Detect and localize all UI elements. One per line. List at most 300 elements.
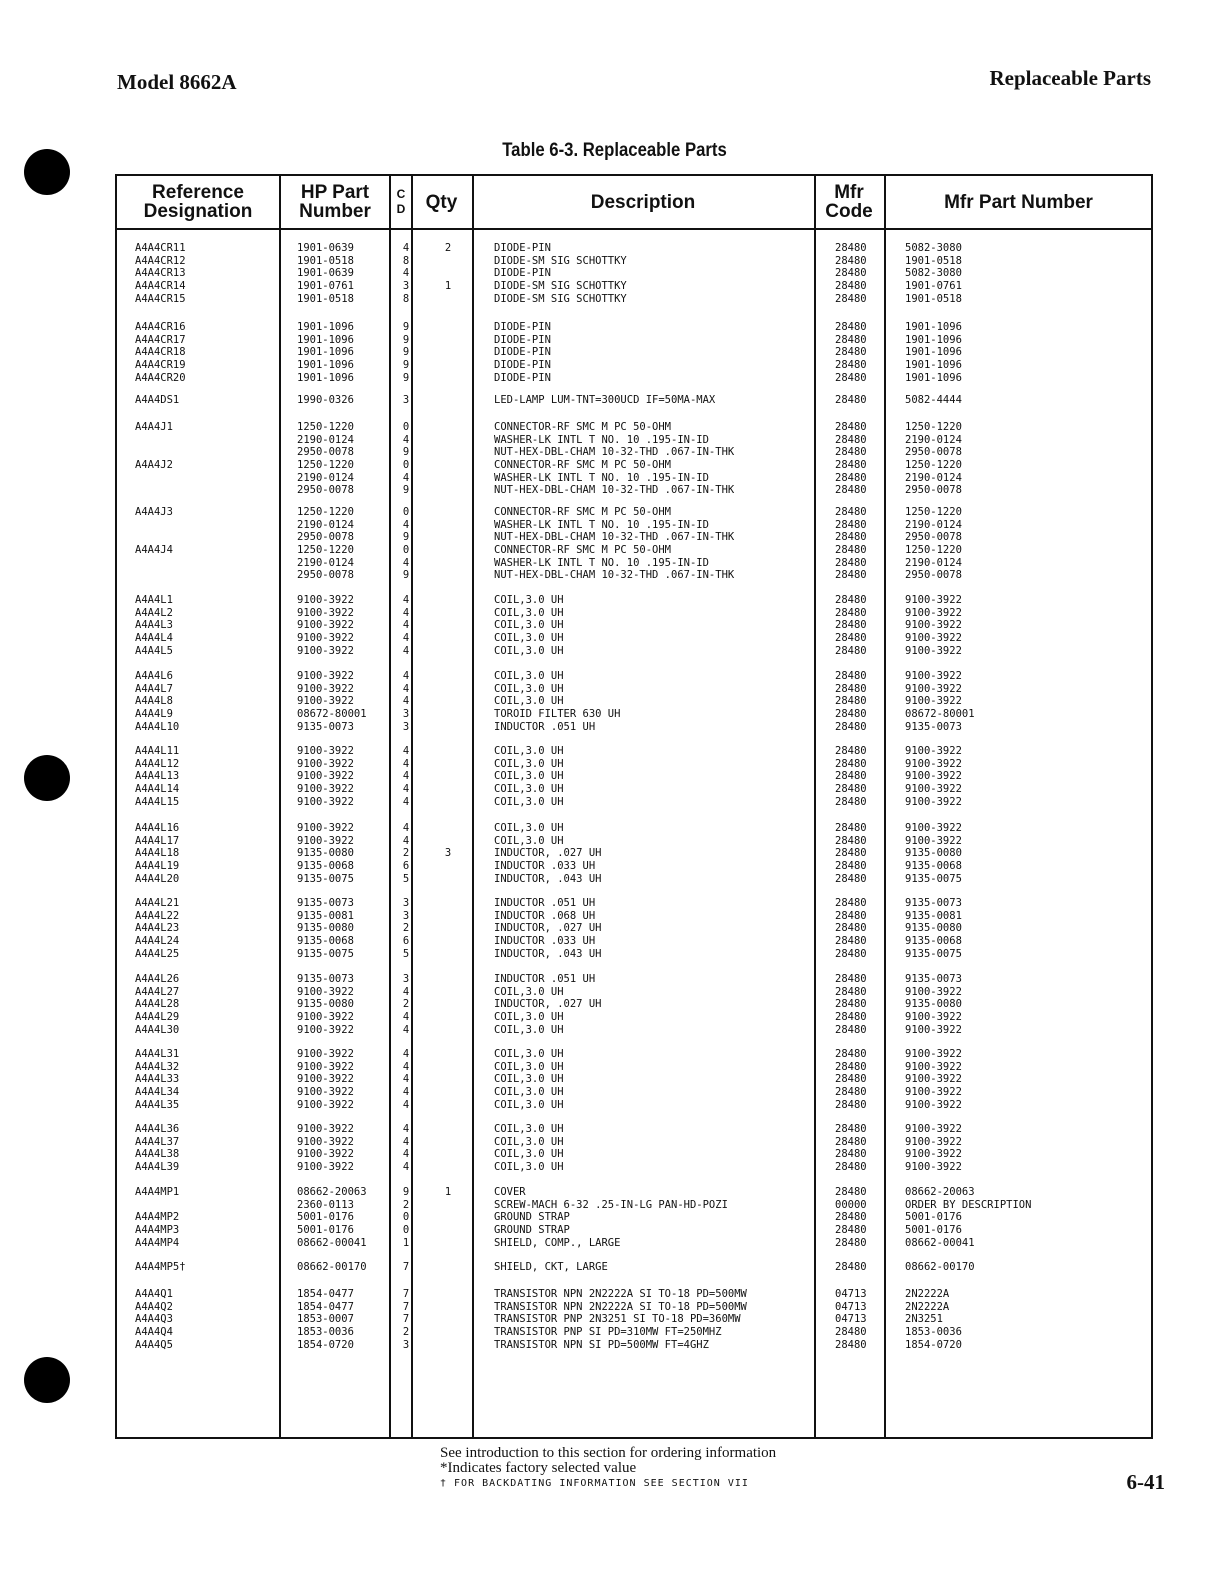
cell-desc: CONNECTOR-RF SMC M PC 50-OHM [494, 421, 672, 433]
cell-desc: GROUND STRAP [494, 1224, 570, 1237]
cell-code: 28480 [835, 394, 867, 406]
cell-code: 28480 [835, 1011, 867, 1024]
cell-hp: 1901-1096 [297, 333, 354, 346]
table-row [117, 1148, 1151, 1161]
cell-cd: 3 [402, 394, 410, 406]
cell-hp: 08662-20063 [297, 1186, 367, 1198]
table-title: Table 6-3. Replaceable Parts [502, 140, 727, 161]
cell-ref: A4A4CR18 [135, 346, 186, 359]
table-row [117, 1136, 1151, 1149]
cell-hp: 9100-3922 [297, 985, 354, 998]
cell-desc: COIL,3.0 UH [494, 1060, 564, 1073]
cell-mfr: 9135-0080 [905, 998, 962, 1011]
cell-cd: 4 [402, 1123, 410, 1135]
cell-hp: 2950-0078 [297, 531, 354, 544]
cell-desc: COIL,3.0 UH [494, 757, 564, 770]
cell-hp: 1250-1220 [297, 421, 354, 433]
cell-desc: COIL,3.0 UH [494, 795, 564, 808]
cell-cd: 0 [402, 1224, 410, 1237]
cell-mfr: 5082-3080 [905, 267, 962, 280]
cell-ref: A4A4L27 [135, 985, 180, 998]
cell-hp: 9100-3922 [297, 757, 354, 770]
table-row [117, 922, 1151, 935]
cell-mfr: 08662-20063 [905, 1186, 975, 1198]
cell-mfr: 2950-0078 [905, 569, 962, 582]
cell-mfr: 9100-3922 [905, 1048, 962, 1060]
table-row [117, 459, 1151, 472]
cell-mfr: 1250-1220 [905, 544, 962, 557]
col-header-reference: Reference Designation [143, 182, 253, 222]
cell-hp: 9135-0068 [297, 935, 354, 948]
cell-hp: 9135-0080 [297, 922, 354, 935]
cell-hp: 9135-0073 [297, 720, 354, 733]
cell-code: 28480 [835, 897, 867, 909]
cell-code: 28480 [835, 745, 867, 757]
cell-cd: 9 [402, 321, 410, 333]
cell-ref: A4A4CR17 [135, 333, 186, 346]
cell-mfr: 08662-00170 [905, 1261, 975, 1273]
binder-hole-bottom [24, 1357, 70, 1403]
cell-mfr: 9135-0075 [905, 872, 962, 885]
cell-mfr: 9100-3922 [905, 1023, 962, 1036]
table-row [117, 1061, 1151, 1074]
cell-mfr: 1901-1096 [905, 371, 962, 384]
cell-mfr: 2N2222A [905, 1288, 950, 1300]
cell-desc: WASHER-LK INTL T NO. 10 .195-IN-ID [494, 518, 709, 531]
cell-ref: A4A4L24 [135, 935, 180, 948]
cell-code: 28480 [835, 556, 867, 569]
cell-hp: 5001-0176 [297, 1211, 354, 1224]
table-row [117, 1024, 1151, 1037]
cell-cd: 4 [402, 670, 410, 682]
cell-cd: 4 [402, 1060, 410, 1073]
cell-desc: NUT-HEX-DBL-CHAM 10-32-THD .067-IN-THK [494, 569, 735, 582]
cell-code: 28480 [835, 1073, 867, 1086]
cell-mfr: 9135-0073 [905, 973, 962, 985]
cell-code: 28480 [835, 670, 867, 682]
cell-code: 04713 [835, 1288, 867, 1300]
cell-code: 28480 [835, 359, 867, 372]
cell-mfr: 1853-0036 [905, 1326, 962, 1339]
cell-ref: A4A4Q4 [135, 1326, 173, 1339]
cell-ref: A4A4L4 [135, 632, 173, 645]
cell-hp: 1901-1096 [297, 321, 354, 333]
cell-mfr: 9135-0073 [905, 720, 962, 733]
col-header-mfr-part: Mfr Part Number [944, 191, 1093, 213]
table-row [117, 708, 1151, 721]
cell-cd: 4 [402, 682, 410, 695]
table-row [117, 1073, 1151, 1086]
cell-mfr: 9100-3922 [905, 594, 962, 606]
cell-mfr: 2190-0124 [905, 433, 962, 446]
table-row [117, 1123, 1151, 1136]
cell-cd: 2 [402, 998, 410, 1011]
cell-ref: A4A4L33 [135, 1073, 180, 1086]
cell-cd: 9 [402, 531, 410, 544]
col-header-cd: C D [396, 187, 406, 216]
cell-mfr: 9135-0075 [905, 947, 962, 960]
cell-hp: 2190-0124 [297, 518, 354, 531]
cell-mfr: 9100-3922 [905, 1086, 962, 1099]
cell-hp: 1854-0477 [297, 1300, 354, 1313]
cell-hp: 9100-3922 [297, 1048, 354, 1060]
cell-hp: 9100-3922 [297, 670, 354, 682]
col-header-qty: Qty [425, 191, 458, 213]
cell-hp: 2950-0078 [297, 569, 354, 582]
cell-mfr: 9100-3922 [905, 795, 962, 808]
cell-desc: DIODE-PIN [494, 359, 551, 372]
table-row [117, 506, 1151, 519]
cell-ref: A4A4MP2 [135, 1211, 180, 1224]
cell-desc: COIL,3.0 UH [494, 682, 564, 695]
cell-mfr: 9100-3922 [905, 606, 962, 619]
cell-mfr: 5001-0176 [905, 1211, 962, 1224]
cell-ref: A4A4MP5† [135, 1261, 186, 1273]
table-row [117, 607, 1151, 620]
cell-mfr: 9100-3922 [905, 822, 962, 834]
table-row [117, 1237, 1151, 1250]
cell-cd: 4 [402, 606, 410, 619]
cell-code: 28480 [835, 619, 867, 632]
cell-desc: INDUCTOR .068 UH [494, 909, 596, 922]
cell-desc: COIL,3.0 UH [494, 644, 564, 657]
cell-code: 28480 [835, 847, 867, 860]
cell-hp: 9100-3922 [297, 1011, 354, 1024]
cell-desc: NUT-HEX-DBL-CHAM 10-32-THD .067-IN-THK [494, 531, 735, 544]
cell-code: 28480 [835, 1236, 867, 1249]
cell-desc: DIODE-SM SIG SCHOTTKY [494, 280, 627, 293]
table-row [117, 910, 1151, 923]
cell-mfr: 9100-3922 [905, 632, 962, 645]
cell-desc: COIL,3.0 UH [494, 594, 564, 606]
row-group [117, 242, 1151, 305]
footer-notes [440, 1446, 776, 1491]
cell-ref: A4A4CR19 [135, 359, 186, 372]
cell-hp: 2190-0124 [297, 471, 354, 484]
cell-code: 28480 [835, 346, 867, 359]
table-row [117, 544, 1151, 557]
cell-desc: COIL,3.0 UH [494, 834, 564, 847]
table-row [117, 293, 1151, 306]
row-group [117, 897, 1151, 960]
cell-desc: LED-LAMP LUM-TNT=300UCD IF=50MA-MAX [494, 394, 716, 406]
cell-ref: A4A4Q1 [135, 1288, 173, 1300]
cell-cd: 9 [402, 569, 410, 582]
cell-desc: COIL,3.0 UH [494, 822, 564, 834]
table-row [117, 372, 1151, 385]
cell-code: 28480 [835, 544, 867, 557]
cell-hp: 08662-00170 [297, 1261, 367, 1273]
cell-desc: INDUCTOR, .027 UH [494, 922, 602, 935]
cell-ref: A4A4L34 [135, 1086, 180, 1099]
cell-mfr: 1901-1096 [905, 321, 962, 333]
table-row [117, 519, 1151, 532]
table-row [117, 594, 1151, 607]
cell-ref: A4A4MP1 [135, 1186, 180, 1198]
cell-desc: COIL,3.0 UH [494, 695, 564, 708]
cell-cd: 5 [402, 947, 410, 960]
cell-code: 28480 [835, 1161, 867, 1174]
cell-hp: 9100-3922 [297, 682, 354, 695]
table-row [117, 683, 1151, 696]
cell-desc: INDUCTOR, .043 UH [494, 947, 602, 960]
table-row [117, 948, 1151, 961]
cell-code: 28480 [835, 1224, 867, 1237]
cell-hp: 9135-0075 [297, 947, 354, 960]
table-row [117, 1211, 1151, 1224]
footer-backdating-note: † FOR BACKDATING INFORMATION SEE SECTION VII [440, 1478, 749, 1489]
cell-ref: A4A4L16 [135, 822, 180, 834]
cell-hp: 9100-3922 [297, 795, 354, 808]
col-header-description: Description [590, 191, 696, 213]
cell-ref: A4A4L35 [135, 1098, 180, 1111]
cell-hp: 9100-3922 [297, 1073, 354, 1086]
cell-mfr: 1250-1220 [905, 506, 962, 518]
cell-code: 28480 [835, 459, 867, 472]
table-row [117, 897, 1151, 910]
table-row [117, 484, 1151, 497]
cell-hp: 9100-3922 [297, 1098, 354, 1111]
cell-qty: 1 [444, 280, 452, 293]
table-row [117, 770, 1151, 783]
cell-hp: 9100-3922 [297, 834, 354, 847]
cell-qty: 3 [444, 847, 452, 860]
row-group [117, 745, 1151, 808]
cell-code: 28480 [835, 321, 867, 333]
cell-hp: 1901-0518 [297, 254, 354, 267]
row-group [117, 594, 1151, 657]
cell-code: 28480 [835, 834, 867, 847]
cell-code: 28480 [835, 1326, 867, 1339]
table-row [117, 986, 1151, 999]
cell-ref: A4A4L5 [135, 644, 173, 657]
table-row [117, 1011, 1151, 1024]
cell-desc: DIODE-PIN [494, 267, 551, 280]
cell-code: 28480 [835, 606, 867, 619]
row-group [117, 506, 1151, 582]
cell-hp: 2950-0078 [297, 446, 354, 459]
cell-mfr: 1250-1220 [905, 459, 962, 472]
cell-ref: A4A4L15 [135, 795, 180, 808]
cell-desc: DIODE-PIN [494, 346, 551, 359]
table-row [117, 998, 1151, 1011]
cell-desc: TRANSISTOR PNP SI PD=310MW FT=250MHZ [494, 1326, 722, 1339]
cell-cd: 3 [402, 897, 410, 909]
cell-cd: 1 [402, 1236, 410, 1249]
cell-hp: 9100-3922 [297, 1086, 354, 1099]
table-row [117, 670, 1151, 683]
cell-mfr: ORDER BY DESCRIPTION [905, 1198, 1032, 1211]
cell-cd: 2 [402, 1326, 410, 1339]
row-group [117, 1261, 1151, 1274]
table-row [117, 1086, 1151, 1099]
cell-code: 28480 [835, 506, 867, 518]
cell-desc: INDUCTOR .033 UH [494, 935, 596, 948]
cell-ref: A4A4L32 [135, 1060, 180, 1073]
cell-hp: 08672-80001 [297, 708, 367, 721]
cell-cd: 3 [402, 973, 410, 985]
cell-mfr: 1901-0518 [905, 254, 962, 267]
cell-ref: A4A4L1 [135, 594, 173, 606]
row-group [117, 1288, 1151, 1351]
cell-ref: A4A4L3 [135, 619, 173, 632]
cell-ref: A4A4L25 [135, 947, 180, 960]
row-group [117, 1186, 1151, 1249]
cell-cd: 4 [402, 770, 410, 783]
table-row [117, 334, 1151, 347]
cell-mfr: 9100-3922 [905, 682, 962, 695]
cell-desc: TOROID FILTER 630 UH [494, 708, 621, 721]
cell-desc: COIL,3.0 UH [494, 1086, 564, 1099]
cell-desc: DIODE-SM SIG SCHOTTKY [494, 254, 627, 267]
cell-desc: CONNECTOR-RF SMC M PC 50-OHM [494, 506, 672, 518]
cell-hp: 2190-0124 [297, 433, 354, 446]
table-row [117, 645, 1151, 658]
table-row [117, 421, 1151, 434]
cell-desc: NUT-HEX-DBL-CHAM 10-32-THD .067-IN-THK [494, 446, 735, 459]
table-row [117, 973, 1151, 986]
table-row [117, 531, 1151, 544]
cell-hp: 1990-0326 [297, 394, 354, 406]
cell-ref: A4A4J2 [135, 459, 173, 472]
cell-cd: 3 [402, 720, 410, 733]
row-group [117, 1123, 1151, 1174]
table-row [117, 619, 1151, 632]
cell-hp: 9135-0081 [297, 909, 354, 922]
cell-code: 28480 [835, 998, 867, 1011]
table-row [117, 1326, 1151, 1339]
table-row [117, 1186, 1151, 1199]
table-row [117, 255, 1151, 268]
cell-mfr: 9100-3922 [905, 783, 962, 796]
cell-code: 28480 [835, 446, 867, 459]
cell-ref: A4A4L19 [135, 860, 180, 873]
cell-mfr: 9100-3922 [905, 1098, 962, 1111]
cell-code: 28480 [835, 985, 867, 998]
cell-code: 28480 [835, 1135, 867, 1148]
cell-desc: TRANSISTOR NPN SI PD=500MW FT=4GHZ [494, 1338, 709, 1351]
cell-desc: COIL,3.0 UH [494, 783, 564, 796]
cell-cd: 4 [402, 1161, 410, 1174]
cell-hp: 9100-3922 [297, 695, 354, 708]
cell-desc: COIL,3.0 UH [494, 1011, 564, 1024]
cell-mfr: 2950-0078 [905, 484, 962, 497]
cell-hp: 1854-0477 [297, 1288, 354, 1300]
row-group [117, 822, 1151, 885]
cell-desc: COIL,3.0 UH [494, 1123, 564, 1135]
cell-ref: A4A4L29 [135, 1011, 180, 1024]
cell-code: 28480 [835, 267, 867, 280]
cell-desc: COIL,3.0 UH [494, 1098, 564, 1111]
cell-cd: 2 [402, 1198, 410, 1211]
cell-mfr: 9100-3922 [905, 1161, 962, 1174]
cell-cd: 0 [402, 421, 410, 433]
cell-ref: A4A4L18 [135, 847, 180, 860]
table-row [117, 873, 1151, 886]
cell-cd: 5 [402, 872, 410, 885]
table-row [117, 935, 1151, 948]
cell-cd: 4 [402, 1135, 410, 1148]
cell-code: 28480 [835, 1338, 867, 1351]
cell-mfr: 5082-4444 [905, 394, 962, 406]
cell-mfr: 9100-3922 [905, 670, 962, 682]
cell-mfr: 1901-0518 [905, 292, 962, 305]
cell-hp: 1901-0518 [297, 292, 354, 305]
row-group [117, 1048, 1151, 1111]
table-row [117, 822, 1151, 835]
binder-hole-middle [24, 755, 70, 801]
cell-hp: 9100-3922 [297, 1148, 354, 1161]
cell-desc: SHIELD, CKT, LARGE [494, 1261, 608, 1273]
cell-ref: A4A4L17 [135, 834, 180, 847]
cell-cd: 4 [402, 556, 410, 569]
cell-ref: A4A4L21 [135, 897, 180, 909]
cell-code: 28480 [835, 594, 867, 606]
model-header: Model 8662A [117, 70, 237, 94]
cell-hp: 9100-3922 [297, 632, 354, 645]
cell-hp: 1901-1096 [297, 371, 354, 384]
table-row [117, 721, 1151, 734]
cell-code: 28480 [835, 1261, 867, 1273]
cell-hp: 2360-0113 [297, 1198, 354, 1211]
table-row [117, 434, 1151, 447]
cell-desc: INDUCTOR .033 UH [494, 860, 596, 873]
cell-code: 28480 [835, 909, 867, 922]
cell-ref: A4A4L2 [135, 606, 173, 619]
table-row [117, 394, 1151, 407]
row-group [117, 394, 1151, 407]
table-row [117, 280, 1151, 293]
cell-cd: 9 [402, 346, 410, 359]
table-row [117, 835, 1151, 848]
cell-ref: A4A4CR12 [135, 254, 186, 267]
cell-hp: 9135-0075 [297, 872, 354, 885]
parts-table [115, 174, 1153, 1439]
table-row [117, 359, 1151, 372]
cell-qty: 2 [444, 242, 452, 254]
cell-cd: 3 [402, 909, 410, 922]
cell-code: 28480 [835, 371, 867, 384]
cell-cd: 6 [402, 860, 410, 873]
cell-desc: COIL,3.0 UH [494, 1048, 564, 1060]
cell-cd: 4 [402, 632, 410, 645]
cell-cd: 0 [402, 506, 410, 518]
cell-desc: GROUND STRAP [494, 1211, 570, 1224]
table-row [117, 860, 1151, 873]
cell-mfr: 9135-0073 [905, 897, 962, 909]
cell-desc: INDUCTOR, .027 UH [494, 998, 602, 1011]
cell-code: 28480 [835, 433, 867, 446]
cell-hp: 1901-1096 [297, 359, 354, 372]
cell-desc: CONNECTOR-RF SMC M PC 50-OHM [494, 459, 672, 472]
table-row [117, 1301, 1151, 1314]
cell-mfr: 9100-3922 [905, 1060, 962, 1073]
cell-cd: 4 [402, 471, 410, 484]
cell-cd: 4 [402, 644, 410, 657]
cell-ref: A4A4L13 [135, 770, 180, 783]
cell-hp: 9135-0073 [297, 973, 354, 985]
cell-code: 28480 [835, 1060, 867, 1073]
cell-cd: 4 [402, 1098, 410, 1111]
cell-mfr: 9100-3922 [905, 770, 962, 783]
cell-ref: A4A4L26 [135, 973, 180, 985]
cell-hp: 1250-1220 [297, 506, 354, 518]
cell-ref: A4A4CR14 [135, 280, 186, 293]
cell-code: 28480 [835, 682, 867, 695]
cell-ref: A4A4J3 [135, 506, 173, 518]
cell-cd: 2 [402, 922, 410, 935]
cell-hp: 9100-3922 [297, 1135, 354, 1148]
